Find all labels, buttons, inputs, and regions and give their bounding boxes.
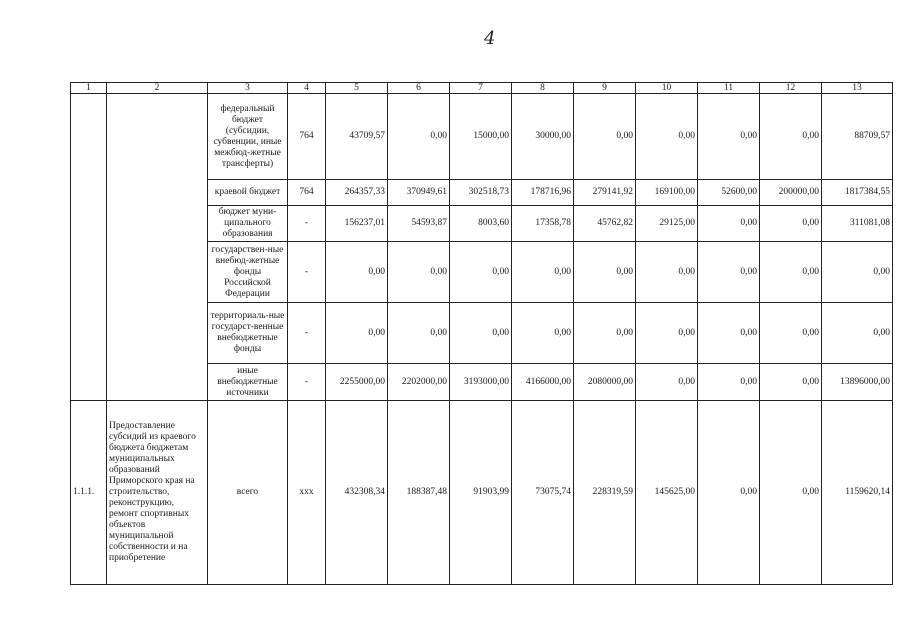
value-cell: 0,00 [326,303,388,364]
value-cell: 0,00 [388,242,450,303]
budget-code: 764 [288,94,326,180]
value-cell: 0,00 [512,303,574,364]
value-cell: 0,00 [698,242,760,303]
name-cell-empty [107,94,208,401]
value-cell: 279141,92 [574,180,636,206]
column-header: 3 [208,83,288,94]
total-cell: 1817384,55 [822,180,893,206]
value-cell: 2202000,00 [388,364,450,401]
total-cell: 13896000,00 [822,364,893,401]
value-cell: 169100,00 [636,180,698,206]
column-header: 6 [388,83,450,94]
value-cell: 29125,00 [636,206,698,242]
funding-source: бюджет муни-ципального образования [208,206,288,242]
value-cell: 188387,48 [388,401,450,585]
value-cell: 4166000,00 [512,364,574,401]
value-cell: 0,00 [326,242,388,303]
total-cell: 1159620,14 [822,401,893,585]
total-cell: 0,00 [822,242,893,303]
value-cell: 264357,33 [326,180,388,206]
value-cell: 178716,96 [512,180,574,206]
value-cell: 54593,87 [388,206,450,242]
value-cell: 0,00 [450,303,512,364]
value-cell: 0,00 [636,242,698,303]
value-cell: 0,00 [636,364,698,401]
budget-code: - [288,303,326,364]
budget-code: - [288,364,326,401]
funding-source: краевой бюджет [208,180,288,206]
value-cell: 91903,99 [450,401,512,585]
table-row [71,94,893,180]
total-cell: 88709,57 [822,94,893,180]
value-cell: 0,00 [760,94,822,180]
value-cell: 15000,00 [450,94,512,180]
page-number: 4 [484,28,496,49]
value-cell: 0,00 [388,303,450,364]
funding-source: государствен-ные внебюд-жетные фонды Российской Федерации [208,242,288,303]
item-name: Предоставление субсидий из краевого бюджета бюджетам муниципальных образований Приморского края на строительство, реконструкцию, ремонт спортивных объектов муниципальной собственности и на приобретение [107,401,208,585]
value-cell: 200000,00 [760,180,822,206]
funding-source: территориаль-ные государст-венные внебюджетные фонды [208,303,288,364]
value-cell: 0,00 [574,303,636,364]
value-cell: 2255000,00 [326,364,388,401]
value-cell: 0,00 [698,303,760,364]
column-header: 5 [326,83,388,94]
value-cell: 0,00 [388,94,450,180]
budget-code: ххх [288,401,326,585]
funding-source: федеральный бюджет (субсидии, субвенции, иные межбюд-жетные трансферты) [208,94,288,180]
value-cell: 0,00 [512,242,574,303]
value-cell: 432308,34 [326,401,388,585]
value-cell: 0,00 [450,242,512,303]
table-row [71,401,893,585]
budget-code: 764 [288,180,326,206]
value-cell: 3193000,00 [450,364,512,401]
column-header: 11 [698,83,760,94]
funding-source: иные внебюджетные источники [208,364,288,401]
column-header: 2 [107,83,208,94]
value-cell: 17358,78 [512,206,574,242]
budget-code: - [288,206,326,242]
value-cell: 0,00 [760,364,822,401]
budget-table [70,82,893,585]
value-cell: 370949,61 [388,180,450,206]
value-cell: 0,00 [574,242,636,303]
value-cell: 0,00 [698,94,760,180]
value-cell: 0,00 [698,206,760,242]
total-cell: 311081,08 [822,206,893,242]
value-cell: 0,00 [574,94,636,180]
column-header: 9 [574,83,636,94]
column-header: 7 [450,83,512,94]
value-cell: 0,00 [698,364,760,401]
value-cell: 8003,60 [450,206,512,242]
column-header: 8 [512,83,574,94]
column-header: 12 [760,83,822,94]
value-cell: 30000,00 [512,94,574,180]
value-cell: 2080000,00 [574,364,636,401]
value-cell: 0,00 [760,206,822,242]
value-cell: 52600,00 [698,180,760,206]
funding-source: всего [208,401,288,585]
value-cell: 0,00 [636,303,698,364]
value-cell: 73075,74 [512,401,574,585]
value-cell: 228319,59 [574,401,636,585]
value-cell: 302518,73 [450,180,512,206]
value-cell: 45762,82 [574,206,636,242]
column-header: 1 [71,83,107,94]
column-header: 10 [636,83,698,94]
total-cell: 0,00 [822,303,893,364]
value-cell: 0,00 [760,303,822,364]
item-index: 1.1.1. [71,401,107,585]
value-cell: 145625,00 [636,401,698,585]
column-header: 4 [288,83,326,94]
column-header-row [71,83,893,94]
value-cell: 0,00 [636,94,698,180]
value-cell: 156237,01 [326,206,388,242]
budget-code: - [288,242,326,303]
value-cell: 0,00 [760,242,822,303]
index-cell-empty [71,94,107,401]
value-cell: 43709,57 [326,94,388,180]
value-cell: 0,00 [760,401,822,585]
column-header: 13 [822,83,893,94]
value-cell: 0,00 [698,401,760,585]
